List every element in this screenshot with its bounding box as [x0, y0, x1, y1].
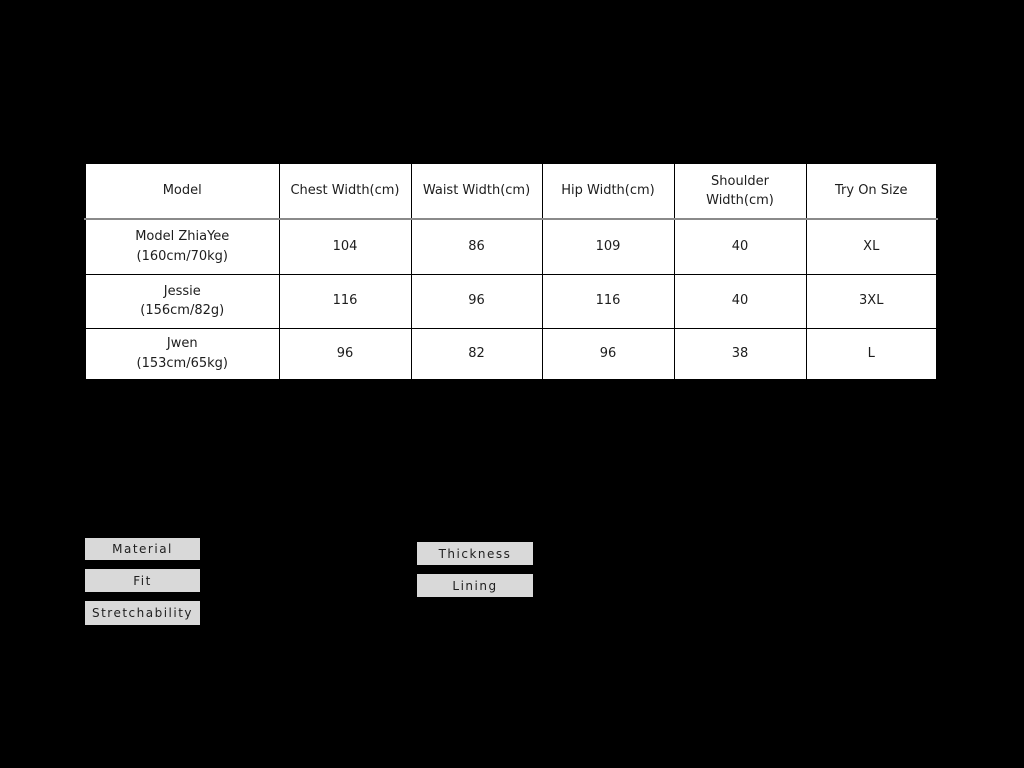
model-name: Jessie [163, 283, 201, 299]
table-cell-chest: 96 [279, 328, 411, 380]
table-cell-shoulder: 40 [674, 274, 806, 328]
table-cell-waist: 96 [411, 274, 542, 328]
size-chart-section [84, 162, 938, 381]
table-cell-hip: 109 [542, 219, 674, 274]
label-chip-material: Material [85, 538, 200, 560]
model-spec: (156cm/82g) [140, 303, 225, 318]
table-row [85, 328, 937, 380]
table-row [85, 274, 937, 328]
column-header-model: Model [85, 163, 279, 219]
table-cell-model [85, 328, 279, 380]
column-header-hip: Hip Width(cm) [542, 163, 674, 219]
table-cell-try-on: L [806, 328, 937, 380]
table-cell-model [85, 219, 279, 274]
model-spec: (153cm/65kg) [136, 355, 228, 371]
model-spec: (160cm/70kg) [136, 248, 228, 264]
column-header-chest: Chest Width(cm) [279, 163, 411, 219]
table-cell-try-on: 3XL [806, 274, 937, 328]
label-chip-fit: Fit [85, 569, 200, 592]
table-cell-chest: 104 [279, 219, 411, 274]
table-cell-model [85, 274, 279, 328]
label-chip-thickness: Thickness [417, 542, 533, 565]
size-chart-table [84, 162, 938, 381]
column-header-shoulder: Shoulder Width(cm) [674, 163, 806, 219]
table-cell-hip: 116 [542, 274, 674, 328]
table-cell-waist: 86 [411, 219, 542, 274]
table-cell-shoulder: 38 [674, 328, 806, 380]
table-header-row [85, 163, 937, 219]
label-chip-stretchability: Stretchability [85, 601, 200, 625]
table-cell-waist: 82 [411, 328, 542, 380]
label-chip-lining: Lining [417, 574, 533, 597]
column-header-try-on: Try On Size [806, 163, 937, 219]
model-name: Jwen [166, 336, 198, 352]
column-header-waist: Waist Width(cm) [411, 163, 542, 219]
table-cell-try-on: XL [806, 219, 937, 274]
table-cell-hip: 96 [542, 328, 674, 380]
model-name: Model ZhiaYee [135, 229, 230, 245]
table-cell-shoulder: 40 [674, 219, 806, 274]
table-cell-chest: 116 [279, 274, 411, 328]
table-row [85, 219, 937, 274]
